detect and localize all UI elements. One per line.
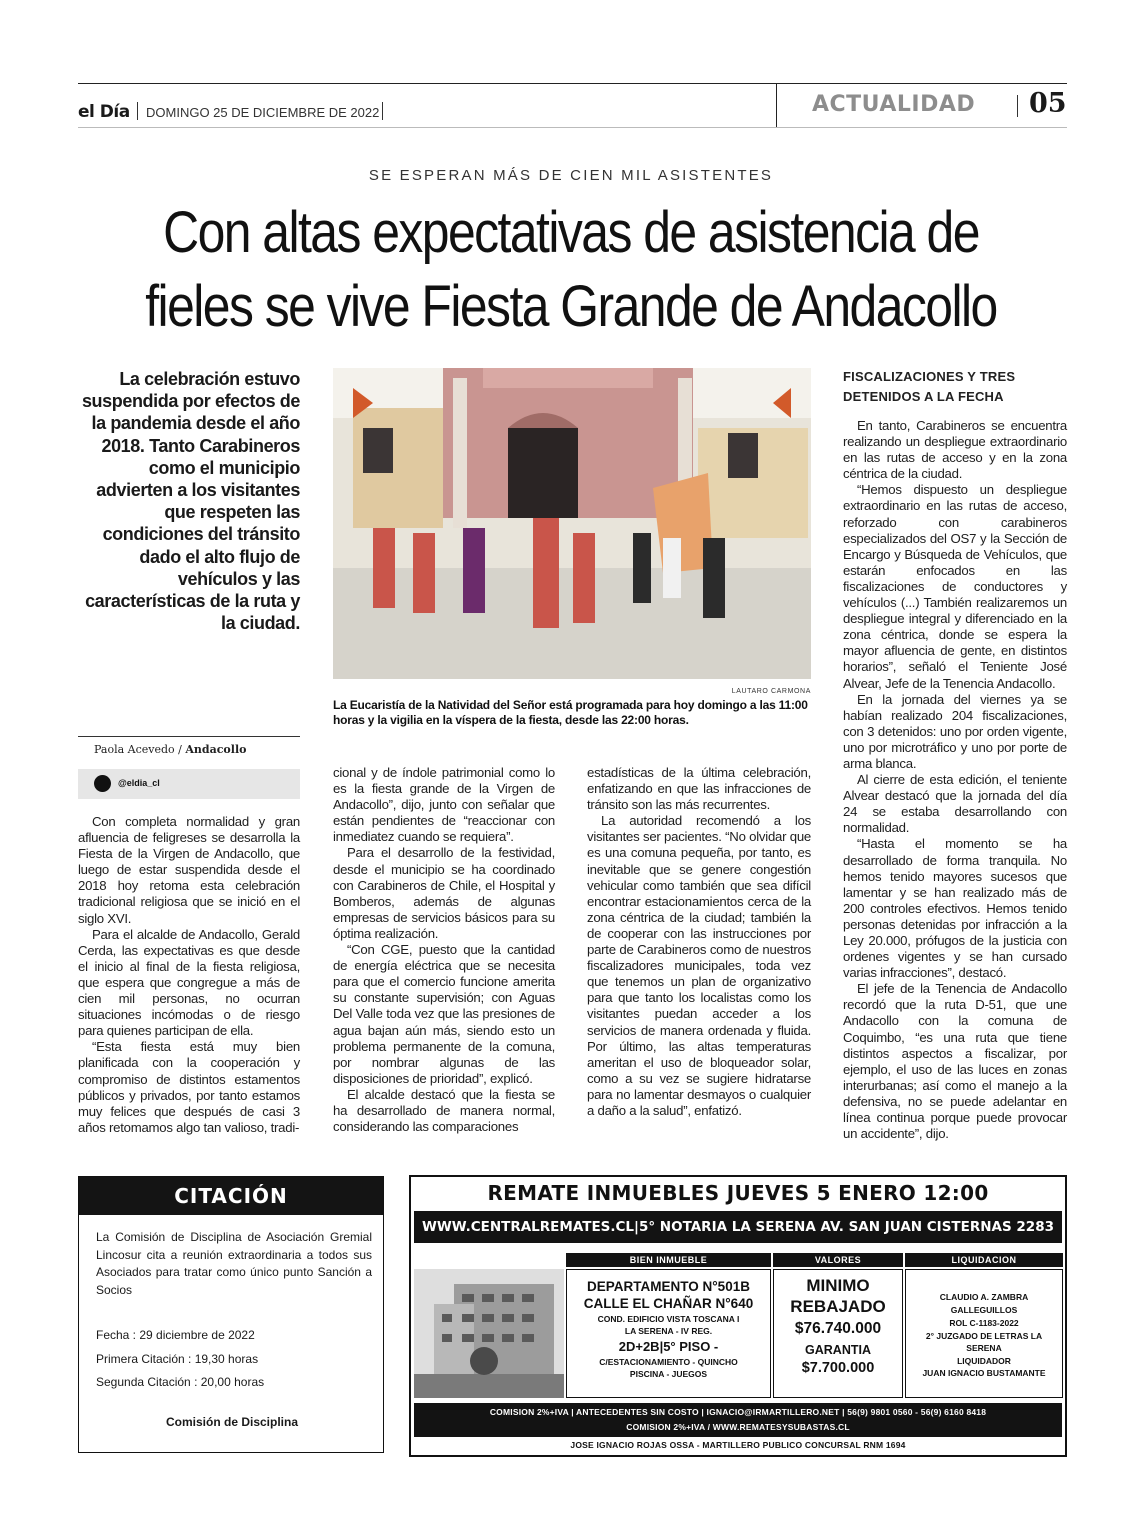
citacion-body: La Comisión de Disciplina de Asociación Gremial Lincosur cita a reunión extraordinaria a todos sus Asociados para tratar como único punto Sanción a Socios: [96, 1230, 372, 1297]
liq-court: 2° JUZGADO DE LETRAS LA: [925, 1331, 1043, 1341]
twitter-icon: [94, 775, 111, 792]
property-details: [566, 1269, 771, 1398]
auction-values: [773, 1269, 903, 1398]
paragraph: “Esta fiesta está muy bien planificada con la cooperación y compromiso de distintos estamentos públicos y privados, por tanto estamos muy felices que después de casi 3 años retomamos algo tan valioso, tradi-: [78, 1039, 300, 1135]
article-column-2: [333, 765, 555, 1135]
festival-photo-illustration: [333, 368, 811, 679]
paragraph: Al cierre de esta edición, el teniente Alvear destacó que la jornada del día 24 se estaba desarrollando con normalidad.: [843, 772, 1067, 836]
byline-box: [78, 736, 300, 801]
value-amount: $76.740.000: [794, 1320, 882, 1337]
liq-role: LIQUIDADOR: [957, 1356, 1011, 1366]
paragraph: La autoridad recomendó a los visitantes ser pacientes. “No olvidar que es una comuna pequeña, por tanto, es inevitable que se genere congestión vehicular como también que sea difícil encontrar estacionamientos cerca de la zona céntrica de la ciudad; también la de cooperar con las instrucciones por parte de Carabineros como de nuestros fiscalizadores municipales, toda vez que tenemos un plan de organizativo para que tanto los localistas como los visitantes puedan acceder a los servicios de manera ordenada y fluida. Por último, las altas temperaturas ameritan el uso de bloqueador solar, como a su vez se sugiere hidratarse para no lamentar desmayos o cualquier a daño a la salud”, enfatizó.: [587, 813, 811, 1118]
section-name: ACTUALIDAD: [812, 92, 976, 117]
property-street: CALLE EL CHAÑAR N°640: [583, 1296, 754, 1311]
liq-city: SERENA: [966, 1343, 1002, 1353]
liquidation-details: [905, 1269, 1063, 1398]
paragraph: “Hasta el momento se ha desarrollado de forma tranquila. No hemos tenido mayores sucesos que lamentar y se han realizado más de 200 controles efectivos. Hemos tenido personas detenidas por infracción a la Ley 20.000, prófugos de la justicia con ordenes vigentes y se han cursado varias infracciones”, destacó.: [843, 836, 1067, 981]
property-layout: 2D+2B|5° PISO -: [618, 1339, 719, 1354]
paragraph: Para el desarrollo de la festividad, desde el municipio se ha coordinado con Carabineros de Chile, el Hospital y Bomberos, además de algunas empresas de servicios básicos para su óptima realización.: [333, 845, 555, 941]
paragraph: En la jornada del viernes ya se habían realizado 204 fiscalizaciones, con 3 detenidos: uno por orden vigente, uno por microtráfico y uno por porte de arma blanca.: [843, 691, 1067, 771]
building-illustration: [414, 1269, 564, 1398]
article-column-4: [843, 418, 1067, 1142]
article-column-1: [78, 814, 300, 1136]
auction-advertisement: [409, 1175, 1067, 1457]
paragraph: cional y de índole patrimonial como lo es la fiesta grande de la Virgen de Andacollo”, dijo, junto con señalar que están pendientes de “reaccionar con inmediatez cuando se requiera”.: [333, 765, 555, 845]
paragraph: “Con CGE, puesto que la cantidad de energía eléctrica que se necesita para que el comercio funcione amerita su constante supervisión; con Aguas Del Valle toda vez que las presiones de agua bajan aún más, siendo esto un problema permanente de la comuna, por nombrar algunas de las disposiciones de prioridad”, explicó.: [333, 942, 555, 1086]
property-region: LA SERENA - IV REG.: [624, 1326, 713, 1336]
liq-rol: ROL C-1183-2022: [949, 1318, 1019, 1328]
property-building: COND. EDIFICIO VISTA TOSCANA I: [597, 1314, 740, 1324]
building-photo: [414, 1269, 564, 1398]
header-divider: [776, 83, 777, 127]
citacion-first-call: Primera Citación : 19,30 horas: [96, 1352, 259, 1366]
paragraph: El jefe de la Tenencia de Andacollo recordó que la ruta D-51, que une Andacollo con la comuna de Coquimbo, “es una ruta que tiene distintos aspectos a fiscalizar, por ejemplo, el uso de las luces en zonas interurbanas; así como el manejo a la defensiva, no se puede adelantar en línea continua porque puede provocar un accidente”, dijo.: [843, 981, 1067, 1142]
value-guarantee-label: GARANTIA: [805, 1343, 871, 1357]
column-header-valores: VALORES: [773, 1253, 903, 1267]
page-number: 05: [1029, 88, 1067, 119]
property-unit: DEPARTAMENTO N°501B: [587, 1279, 750, 1294]
article-column-3: [587, 765, 811, 1119]
paragraph: El alcalde destacó que la fiesta se ha desarrollado de manera normal, considerando las comparaciones: [333, 1086, 555, 1135]
paragraph: Para el alcalde de Andacollo, Gerald Cerda, las expectativas es que desde el inicio al final de la fiesta religiosa, que espera que congregue a más de cien mil personas, no ocurran situaciones incómodas o de riesgo para quienes participan de ella.: [78, 926, 300, 1039]
column-header-liquidacion: LIQUIDACION: [905, 1253, 1063, 1267]
citacion-signature: Comisión de Disciplina: [165, 1415, 299, 1429]
photo-caption: La Eucaristía de la Natividad del Señor está programada para hoy domingo a las 11:00 horas y la vigilia en la víspera de la fiesta, desde las 22:00 horas.: [333, 698, 808, 727]
article-kicker: SE ESPERAN MÁS DE CIEN MIL ASISTENTES: [368, 167, 774, 184]
header-separator: [382, 102, 383, 120]
photo-credit: LAUTARO CARMONA: [731, 688, 811, 695]
auction-title: REMATE INMUEBLES JUEVES 5 ENERO 12:00: [487, 1181, 989, 1205]
liq-liquidator: JUAN IGNACIO BUSTAMANTE: [922, 1368, 1046, 1378]
header-separator: [137, 102, 138, 120]
citacion-date: Fecha : 29 diciembre de 2022: [96, 1328, 255, 1342]
article-photo: [333, 368, 811, 679]
header-bottom-rule: [78, 127, 1067, 128]
auctioneer-name: JOSE IGNACIO ROJAS OSSA - MARTILLERO PUBLICO CONCURSAL RNM 1694: [570, 1440, 906, 1450]
headline-line-2: fieles se vive Fiesta Grande de Andacollo: [145, 274, 997, 339]
column-header-bien: BIEN INMUEBLE: [566, 1253, 771, 1267]
newspaper-logo: el Día: [78, 102, 130, 122]
value-guarantee: $7.700.000: [801, 1360, 875, 1376]
paragraph: Con completa normalidad y gran afluencia de feligreses se desarrolla la Fiesta de la Virgen de Andacollo, que luego de estar suspendida desde el 2018 hoy retoma esta celebración tradicional religiosa que se inició en el siglo XVI.: [78, 814, 300, 926]
citacion-notice: [78, 1176, 384, 1453]
liq-surname: GALLEGUILLOS: [950, 1305, 1018, 1315]
paragraph: En tanto, Carabineros se encuentra realizando un despliegue extraordinario en las rutas de acceso y en la zona céntrica de la ciudad.: [843, 418, 1067, 482]
property-amenities: C/ESTACIONAMIENTO - QUINCHO: [599, 1357, 738, 1367]
auction-subtitle: WWW.CENTRALREMATES.CL|5° NOTARIA LA SERENA AV. SAN JUAN CISTERNAS 2283: [414, 1211, 1062, 1243]
byline-author: [94, 743, 246, 756]
article-subhead: FISCALIZACIONES Y TRES DETENIDOS A LA FECHA: [843, 369, 1016, 404]
citacion-second-call: Segunda Citación : 20,00 horas: [96, 1375, 265, 1389]
header-separator: [1017, 95, 1018, 117]
property-amenities-2: PISCINA - JUEGOS: [629, 1369, 708, 1379]
liq-name: CLAUDIO A. ZAMBRA: [939, 1292, 1029, 1302]
auction-contact-line-1: COMISION 2%+IVA | ANTECEDENTES SIN COSTO | IGNACIO@IRMARTILLERO.NET | 56(9) 9801 0560 - 56(9) 6160 8418: [489, 1407, 987, 1417]
article-headline: [132, 196, 1011, 344]
twitter-handle: @eldia_cl: [118, 778, 160, 788]
issue-date: DOMINGO 25 DE DICIEMBRE DE 2022: [146, 105, 380, 120]
twitter-bar: [78, 769, 300, 799]
paragraph: estadísticas de la última celebración, enfatizando en que las infracciones de tránsito son las más recurrentes.: [587, 765, 811, 813]
value-minimum: MINIMO: [806, 1276, 870, 1295]
value-reduced: REBAJADO: [790, 1297, 886, 1316]
paragraph: “Hemos dispuesto un despliegue extraordinario en las rutas de acceso, reforzado con carabineros especializados del OS7 y la Sección de Encargo y Búsqueda de Vehículos, que estarán enfocados en las fiscalizaciones de conductores y vehículos (...) También realizaremos un despliegue integral y diferenciado en la zona céntrica, donde se espera la mayor afluencia de gente, en distintos horarios”, señaló el Teniente José Alvear, Jefe de la Tenencia Andacollo.: [843, 482, 1067, 691]
header-top-rule: [78, 83, 1067, 84]
author-name: Paola Acevedo /: [94, 743, 182, 756]
headline-line-1: Con altas expectativas de asistencia de: [163, 200, 979, 265]
auction-contact-line-2: COMISION 2%+IVA / WWW.REMATESYSUBASTAS.CL: [626, 1422, 850, 1432]
author-location: Andacollo: [185, 743, 247, 756]
citacion-title: CITACIÓN: [79, 1177, 383, 1215]
auction-contact-bar: [414, 1403, 1062, 1437]
article-lead: La celebración estuvo suspendida por efectos de la pandemia desde el año 2018. Tanto Carabineros como el municipio advierten a los visitantes que respeten las condiciones del tránsito dado el alto flujo de vehículos y las características de la ruta y la ciudad.: [81, 369, 300, 634]
